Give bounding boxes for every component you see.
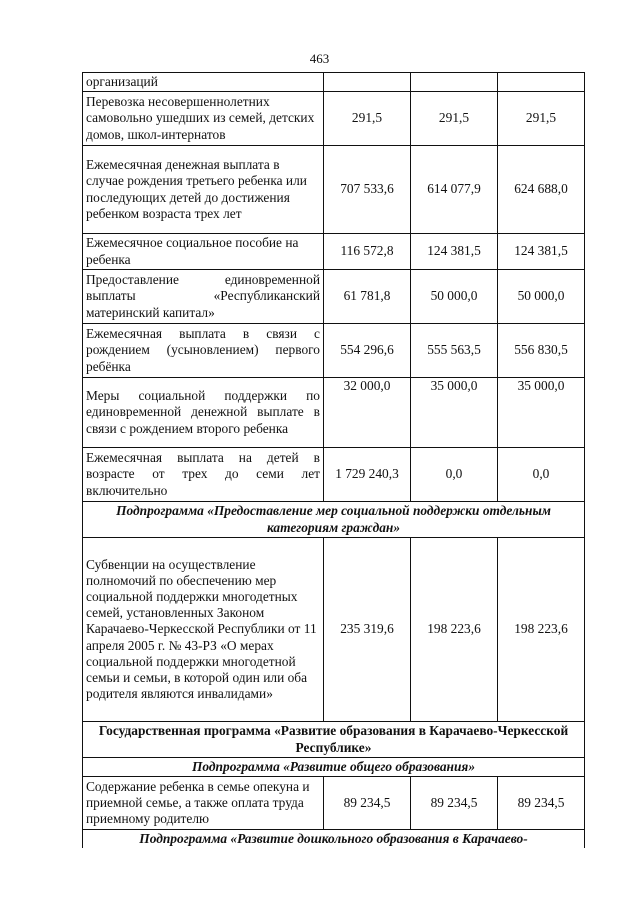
value-cell: 116 572,8 bbox=[324, 234, 411, 270]
value-cell: 32 000,0 bbox=[324, 378, 411, 448]
subprogram-heading: Подпрограмма «Предоставление мер социальной поддержки отдельным категориям граждан» bbox=[83, 502, 585, 538]
value-cell: 291,5 bbox=[498, 92, 585, 146]
row-description: Меры социальной поддержки по единовременной денежной выплате в связи с рождением второго ребенка bbox=[83, 378, 324, 448]
value-cell: 89 234,5 bbox=[324, 777, 411, 830]
value-cell: 50 000,0 bbox=[411, 270, 498, 324]
subprogram-heading: Подпрограмма «Развитие дошкольного образования в Карачаево- bbox=[83, 830, 585, 849]
value-cell: 50 000,0 bbox=[498, 270, 585, 324]
value-cell bbox=[498, 73, 585, 92]
section-heading-row bbox=[83, 830, 585, 849]
table-row bbox=[83, 378, 585, 448]
row-description: Ежемесячное социальное пособие на ребенка bbox=[83, 234, 324, 270]
value-cell: 61 781,8 bbox=[324, 270, 411, 324]
value-cell: 89 234,5 bbox=[411, 777, 498, 830]
value-cell: 0,0 bbox=[498, 448, 585, 502]
program-heading: Государственная программа «Развитие образования в Карачаево-Черкесской Республике» bbox=[83, 722, 585, 758]
value-cell: 198 223,6 bbox=[498, 538, 585, 722]
value-cell: 235 319,6 bbox=[324, 538, 411, 722]
value-cell: 707 533,6 bbox=[324, 146, 411, 234]
row-description: Содержание ребенка в семье опекуна и приемной семье, а также оплата труда приемному родителю bbox=[83, 777, 324, 830]
value-cell: 291,5 bbox=[324, 92, 411, 146]
row-description: Ежемесячная выплата в связи с рождением (усыновлением) первого ребёнка bbox=[83, 324, 324, 378]
value-cell: 614 077,9 bbox=[411, 146, 498, 234]
section-heading-row bbox=[83, 502, 585, 538]
row-description: Ежемесячная выплата на детей в возрасте от трех до семи лет включительно bbox=[83, 448, 324, 502]
table-row bbox=[83, 146, 585, 234]
table-row bbox=[83, 234, 585, 270]
value-cell: 555 563,5 bbox=[411, 324, 498, 378]
page-number: 463 bbox=[309, 51, 330, 66]
value-cell: 554 296,6 bbox=[324, 324, 411, 378]
table-row bbox=[83, 777, 585, 830]
value-cell: 124 381,5 bbox=[498, 234, 585, 270]
table-row bbox=[83, 538, 585, 722]
table-row bbox=[83, 448, 585, 502]
value-cell: 291,5 bbox=[411, 92, 498, 146]
table-row bbox=[83, 270, 585, 324]
value-cell: 35 000,0 bbox=[411, 378, 498, 448]
value-cell bbox=[324, 73, 411, 92]
row-description: Перевозка несовершеннолетних самовольно ушедших из семей, детских домов, школ-интернатов bbox=[83, 92, 324, 146]
row-description: Предоставление единовременной выплаты «Республиканский материнский капитал» bbox=[83, 270, 324, 324]
value-cell: 556 830,5 bbox=[498, 324, 585, 378]
value-cell: 1 729 240,3 bbox=[324, 448, 411, 502]
value-cell: 198 223,6 bbox=[411, 538, 498, 722]
section-heading-row bbox=[83, 758, 585, 777]
value-cell: 89 234,5 bbox=[498, 777, 585, 830]
value-cell: 624 688,0 bbox=[498, 146, 585, 234]
value-cell: 35 000,0 bbox=[498, 378, 585, 448]
table-row bbox=[83, 73, 585, 92]
row-description: Субвенции на осуществление полномочий по обеспечению мер социальной поддержки многодетных семей, установленных Законом Карачаево-Черкесской Республики от 11 апреля 2005 г. № 43-РЗ «О мерах социальной поддержки многодетной семьи и семьи, в которой один или оба родителя являются инвалидами» bbox=[83, 538, 324, 722]
budget-table bbox=[82, 72, 585, 848]
table-row bbox=[83, 324, 585, 378]
row-description: организаций bbox=[83, 73, 324, 92]
table-row bbox=[83, 92, 585, 146]
value-cell bbox=[411, 73, 498, 92]
value-cell: 124 381,5 bbox=[411, 234, 498, 270]
value-cell: 0,0 bbox=[411, 448, 498, 502]
section-heading-row bbox=[83, 722, 585, 758]
subprogram-heading: Подпрограмма «Развитие общего образования» bbox=[83, 758, 585, 777]
row-description: Ежемесячная денежная выплата в случае рождения третьего ребенка или последующих детей до достижения ребенком возраста трех лет bbox=[83, 146, 324, 234]
